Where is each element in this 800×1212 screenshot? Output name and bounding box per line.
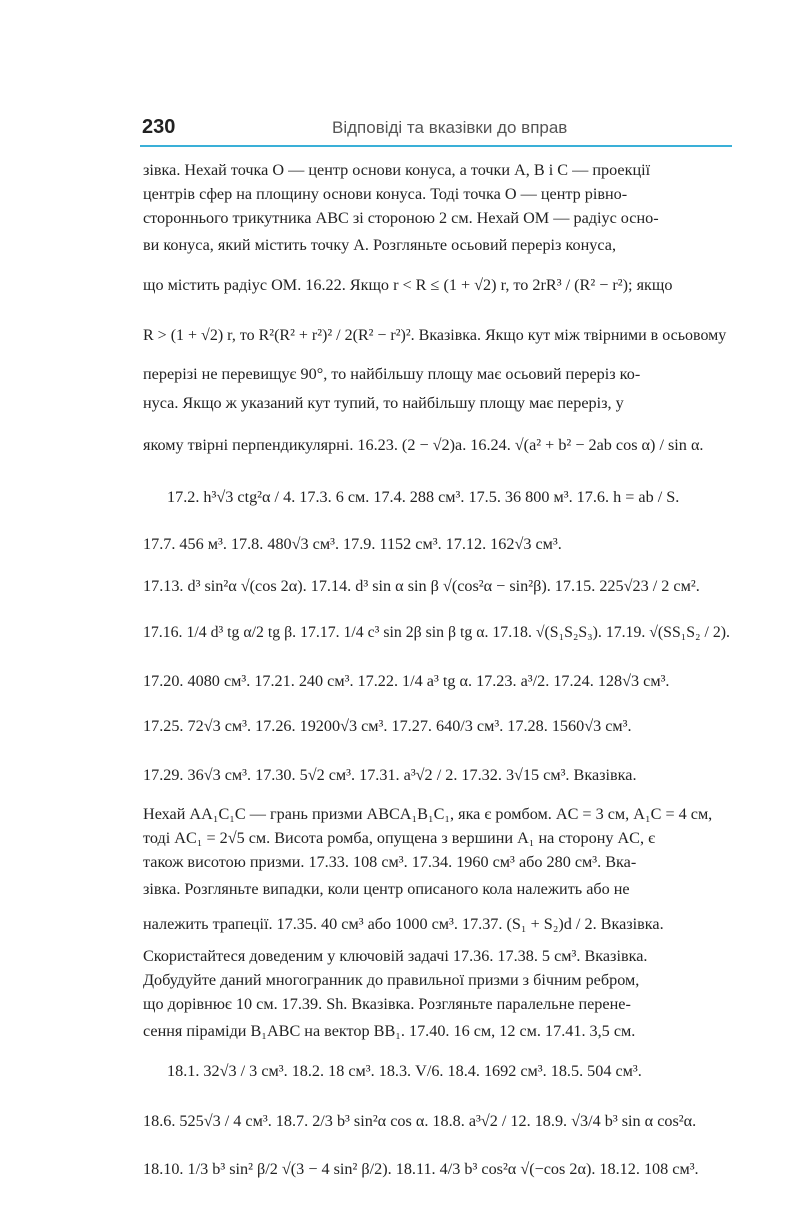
answers-text (143, 158, 733, 1192)
text-line: Добудуйте даний многогранник до правильної призми з бічним ребром, (143, 971, 640, 989)
text-line: центрів сфер на площину основи конуса. Тоді точка O — центр рівно- (143, 185, 628, 203)
page-header (142, 112, 732, 146)
text-line: належить трапеції. 17.35. 40 см³ або 1000 см³. 17.37. (S₁ + S₂)d / 2. Вказівка. (143, 915, 664, 933)
text-line: що містить радіус OM. 16.22. Якщо r < R ≤ (1 + √2) r, то 2rR³ / (R² − r²); якщо (143, 276, 673, 294)
text-line: 18.6. 525√3 / 4 см³. 18.7. 2/3 b³ sin²α cos α. 18.8. a³√2 / 12. 18.9. √3/4 b³ sin α cos²α. (143, 1112, 697, 1130)
text-line: 17.2. h³√3 ctg²α / 4. 17.3. 6 см. 17.4. 288 см³. 17.5. 36 800 м³. 17.6. h = ab / S. (167, 488, 680, 506)
text-line: зівка. Нехай точка O — центр основи конуса, а точки A, B і C — проекції (143, 161, 651, 179)
text-line: 17.16. 1/4 d³ tg α/2 tg β. 17.17. 1/4 c³ sin 2β sin β tg α. 17.18. √(S₁S₂S₃). 17.19. √(SS₁S₂ / 2). (143, 624, 730, 641)
page-number: 230 (142, 116, 176, 138)
text-line: Нехай AA₁C₁C — грань призми ABCA₁B₁C₁, яка є ромбом. AC = 3 см, A₁C = 4 см, (143, 805, 713, 823)
text-line: зівка. Розгляньте випадки, коли центр описаного кола належить або не (143, 880, 630, 898)
text-line: 17.25. 72√3 см³. 17.26. 19200√3 см³. 17.27. 640/3 см³. 17.28. 1560√3 см³. (143, 717, 632, 735)
text-line: також висотою призми. 17.33. 108 см³. 17.34. 1960 см³ або 280 см³. Вка- (143, 853, 637, 871)
text-line: 17.29. 36√3 см³. 17.30. 5√2 см³. 17.31. a³√2 / 2. 17.32. 3√15 см³. Вказівка. (143, 766, 637, 784)
text-line: сення піраміди B₁ABC на вектор BB₁. 17.40. 16 см, 12 см. 17.41. 3,5 см. (143, 1022, 636, 1040)
text-line: R > (1 + √2) r, то R²(R² + r²)² / 2(R² − r²)². Вказівка. Якщо кут між твірними в осьовому (143, 327, 727, 344)
text-line: ви конуса, який містить точку A. Розгляньте осьовий переріз конуса, (143, 236, 616, 254)
text-line: 17.7. 456 м³. 17.8. 480√3 см³. 17.9. 1152 см³. 17.12. 162√3 см³. (143, 535, 562, 553)
text-line: Скористайтеся доведеним у ключовій задачі 17.36. 17.38. 5 см³. Вказівка. (143, 947, 648, 965)
text-line: 17.20. 4080 см³. 17.21. 240 см³. 17.22. 1/4 a³ tg α. 17.23. a³/2. 17.24. 128√3 см³. (143, 672, 670, 690)
header-rule (140, 145, 732, 147)
text-line: нуса. Якщо ж указаний кут тупий, то найбільшу площу має переріз, у (143, 394, 624, 412)
text-line: що дорівнює 10 см. 17.39. Sh. Вказівка. Розгляньте паралельне перене- (143, 995, 631, 1013)
text-line: 17.13. d³ sin²α √(cos 2α). 17.14. d³ sin α sin β √(cos²α − sin²β). 17.15. 225√23 / 2 см². (143, 577, 700, 595)
running-head: Відповіді та вказівки до вправ (332, 118, 568, 137)
text-line: 18.10. 1/3 b³ sin² β/2 √(3 − 4 sin² β/2). 18.11. 4/3 b³ cos²α √(−cos 2α). 18.12. 108 см³. (143, 1160, 699, 1178)
text-line: стороннього трикутника ABC зі стороною 2 см. Нехай OM — радіус осно- (143, 209, 659, 227)
text-line: 18.1. 32√3 / 3 см³. 18.2. 18 см³. 18.3. V/6. 18.4. 1692 см³. 18.5. 504 см³. (167, 1062, 642, 1080)
text-line: якому твірні перпендикулярні. 16.23. (2 − √2)a. 16.24. √(a² + b² − 2ab cos α) / sin α. (143, 436, 704, 454)
text-line: перерізі не перевищує 90°, то найбільшу площу має осьовий переріз ко- (143, 365, 641, 383)
text-line: тоді AC₁ = 2√5 см. Висота ромба, опущена з вершини A₁ на сторону AC, є (143, 829, 656, 847)
